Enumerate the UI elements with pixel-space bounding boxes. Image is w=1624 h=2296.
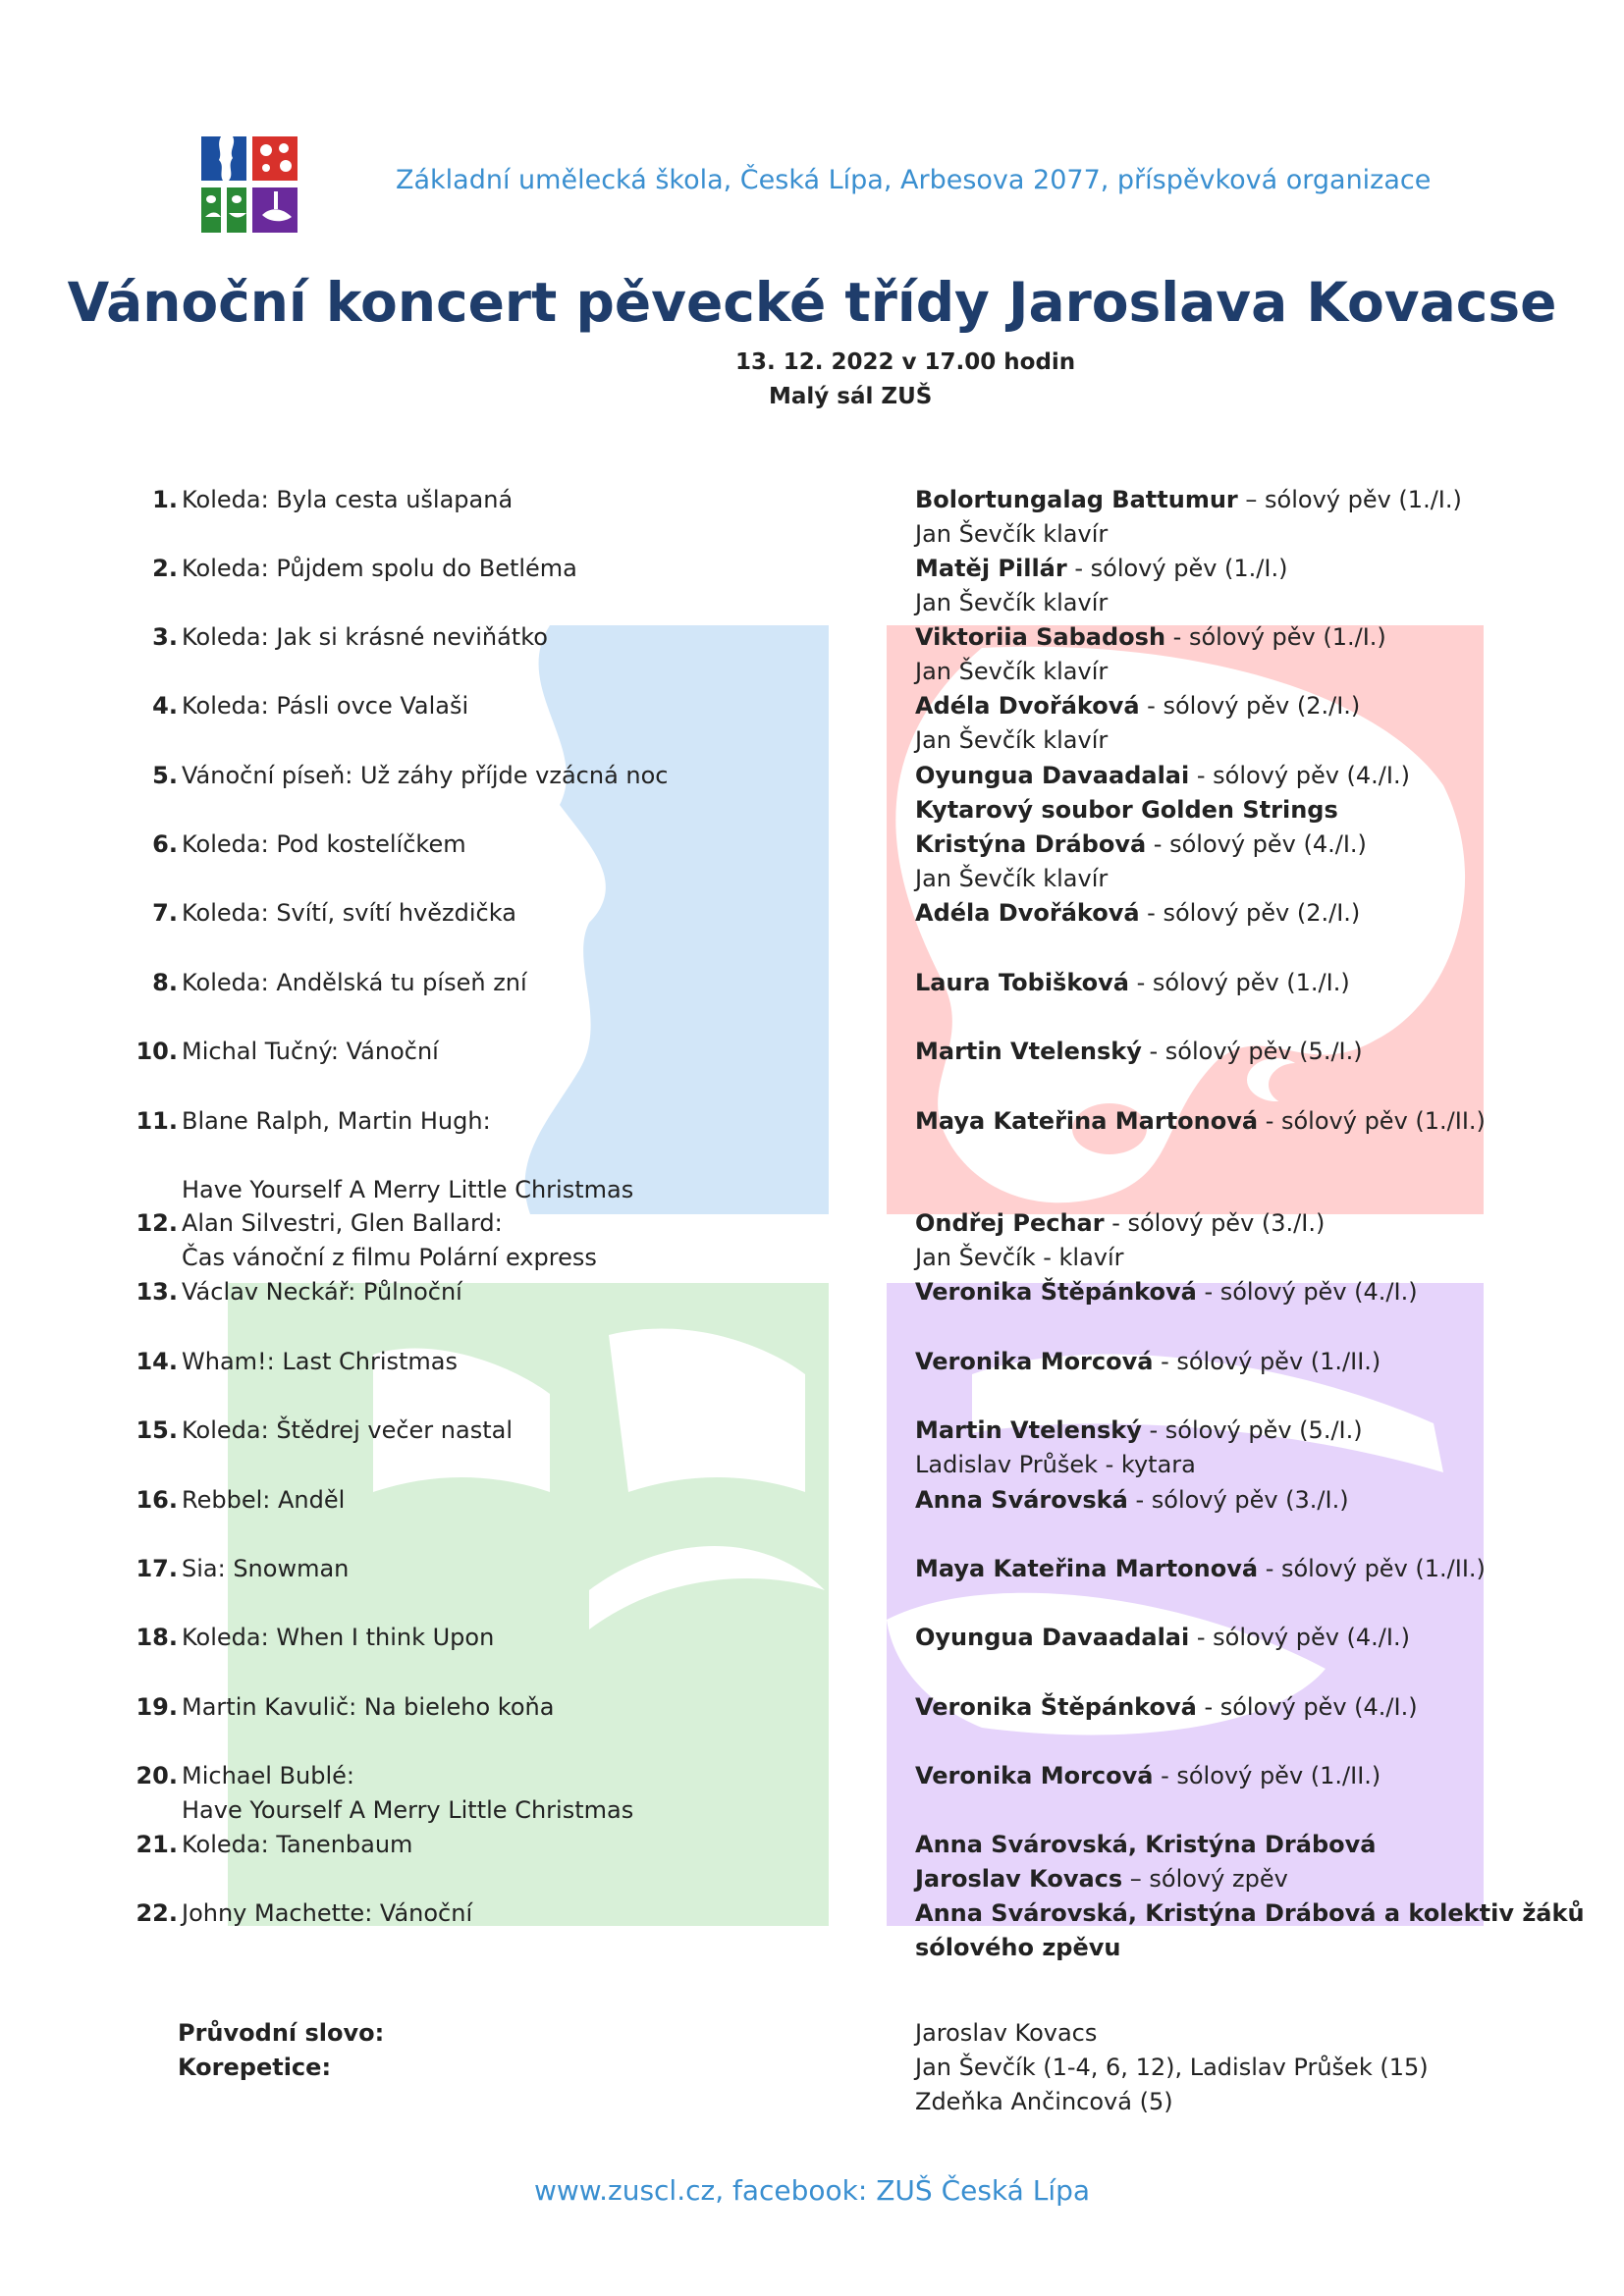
performer-role: - sólový pěv (4./I.) bbox=[1146, 830, 1367, 858]
program-item bbox=[135, 759, 669, 793]
performer-line bbox=[915, 1206, 1325, 1241]
performer-name: Kristýna Drábová bbox=[915, 830, 1147, 858]
program-item bbox=[135, 620, 548, 655]
performer-line bbox=[915, 1104, 1486, 1139]
program-item bbox=[135, 1793, 633, 1828]
accompaniment-value-2: Zdeňka Ančincová (5) bbox=[915, 2088, 1173, 2115]
performer-name: Maya Kateřina Martonová bbox=[915, 1555, 1259, 1582]
logo-blue-tile bbox=[201, 136, 246, 181]
program-item-title: Michael Bublé: bbox=[182, 1762, 354, 1789]
performer-role: Jan Ševčík klavír bbox=[915, 726, 1109, 754]
program-item-title: Martin Kavulič: Na bieleho koňa bbox=[182, 1693, 555, 1721]
performer-name: Veronika Štěpánková bbox=[915, 1693, 1197, 1721]
performer-line bbox=[915, 723, 1108, 758]
program-item-number: 7. bbox=[152, 899, 178, 927]
performer-role: - sólový pěv (5./I.) bbox=[1141, 1038, 1363, 1065]
program-item-title: Alan Silvestri, Glen Ballard: bbox=[182, 1209, 503, 1237]
program-item-title: Wham!: Last Christmas bbox=[182, 1348, 458, 1375]
school-logo bbox=[201, 136, 298, 233]
performer-name: Adéla Dvořáková bbox=[915, 692, 1140, 720]
performer-name: Veronika Morcová bbox=[915, 1348, 1154, 1375]
program-item bbox=[135, 966, 527, 1000]
program-item-number: 14. bbox=[135, 1348, 178, 1375]
performer-name: Ondřej Pechar bbox=[915, 1209, 1105, 1237]
performer-name: Anna Svárovská bbox=[915, 1486, 1128, 1514]
program-item bbox=[135, 689, 468, 723]
program-item-number: 21. bbox=[135, 1831, 178, 1858]
performer-line bbox=[915, 793, 1338, 828]
performer-name: Matěj Pillár bbox=[915, 555, 1067, 582]
program-item bbox=[135, 1552, 349, 1586]
performer-role: - sólový pěv (4./I.) bbox=[1196, 1278, 1418, 1306]
performer-line bbox=[915, 1552, 1486, 1586]
program-item-title: Čas vánoční z filmu Polární express bbox=[182, 1244, 597, 1271]
performer-line bbox=[915, 586, 1108, 620]
performer-role: - sólový pěv (1./I.) bbox=[1128, 969, 1350, 996]
performer-line bbox=[915, 1035, 1363, 1069]
performer-name: Viktoriia Sabadosh bbox=[915, 623, 1166, 651]
performer-line bbox=[915, 1759, 1380, 1793]
performer-line bbox=[915, 483, 1462, 517]
performer-name: sólového zpěvu bbox=[915, 1934, 1121, 1961]
host-label: Průvodní slovo: bbox=[178, 2019, 385, 2047]
program-item bbox=[135, 1035, 439, 1069]
performer-line bbox=[915, 759, 1410, 793]
performer-line bbox=[915, 1241, 1124, 1275]
program-item bbox=[135, 1241, 597, 1275]
program-item bbox=[135, 1828, 412, 1862]
program-item-number: 20. bbox=[135, 1762, 178, 1789]
program-item bbox=[135, 1173, 633, 1207]
program-item-number: 19. bbox=[135, 1693, 178, 1721]
performer-line bbox=[915, 828, 1367, 862]
performer-line bbox=[915, 1828, 1376, 1862]
concert-date: 13. 12. 2022 v 17.00 hodin bbox=[735, 349, 1076, 375]
performer-line bbox=[915, 1275, 1418, 1309]
performer-name: Anna Svárovská, Kristýna Drábová bbox=[915, 1831, 1377, 1858]
program-item bbox=[135, 1206, 503, 1241]
program-item bbox=[135, 896, 516, 931]
performer-role: - sólový pěv (1./II.) bbox=[1153, 1348, 1381, 1375]
performer-line bbox=[915, 1931, 1121, 1965]
performer-name: Veronika Štěpánková bbox=[915, 1278, 1197, 1306]
footer-links[interactable]: www.zuscl.cz, facebook: ZUŠ Česká Lípa bbox=[533, 2174, 1091, 2207]
program-item-number: 1. bbox=[152, 486, 178, 513]
program-item-title: Koleda: Pásli ovce Valaši bbox=[182, 692, 469, 720]
program-item-number: 2. bbox=[152, 555, 178, 582]
host-value: Jaroslav Kovacs bbox=[915, 2019, 1098, 2047]
program-item bbox=[135, 828, 466, 862]
performer-name: Anna Svárovská, Kristýna Drábová a kolektiv žáků bbox=[915, 1899, 1585, 1927]
program-item bbox=[135, 1621, 494, 1655]
program-item bbox=[135, 1483, 345, 1518]
program-item-number: 17. bbox=[135, 1555, 178, 1582]
performer-role: - sólový pěv (5./I.) bbox=[1141, 1416, 1363, 1444]
logo-green-tile bbox=[201, 187, 246, 233]
performer-line bbox=[915, 1414, 1363, 1448]
program-item-number: 12. bbox=[135, 1209, 178, 1237]
performer-line bbox=[915, 552, 1287, 586]
program-item-title: Koleda: Byla cesta ušlapaná bbox=[182, 486, 514, 513]
performer-name: Bolortungalag Battumur bbox=[915, 486, 1238, 513]
program-item bbox=[135, 1690, 554, 1725]
accompaniment-label: Korepetice: bbox=[178, 2054, 332, 2081]
program-item-title: Koleda: Tanenbaum bbox=[182, 1831, 413, 1858]
organization-name: Základní umělecká škola, Česká Lípa, Arbesova 2077, příspěvková organizace bbox=[396, 165, 1432, 195]
performer-line bbox=[915, 655, 1108, 689]
program-item bbox=[135, 1345, 458, 1379]
performer-line bbox=[915, 1690, 1418, 1725]
performer-name: Maya Kateřina Martonová bbox=[915, 1107, 1259, 1135]
performer-role: Jan Ševčík - klavír bbox=[915, 1244, 1124, 1271]
performer-name: Veronika Morcová bbox=[915, 1762, 1154, 1789]
performer-line bbox=[915, 896, 1360, 931]
program-item bbox=[135, 1414, 513, 1448]
performer-line bbox=[915, 862, 1108, 896]
performer-name: Kytarový soubor Golden Strings bbox=[915, 796, 1338, 824]
performer-name: Martin Vtelenský bbox=[915, 1416, 1142, 1444]
performer-name: Jaroslav Kovacs bbox=[915, 1865, 1123, 1893]
performer-line bbox=[915, 1862, 1288, 1896]
performer-name: Adéla Dvořáková bbox=[915, 899, 1140, 927]
program-item-number: 13. bbox=[135, 1278, 178, 1306]
program-item-number: 11. bbox=[135, 1107, 178, 1135]
program-item-number: 10. bbox=[135, 1038, 178, 1065]
program-item-title: Koleda: When I think Upon bbox=[182, 1624, 495, 1651]
performer-line bbox=[915, 1621, 1410, 1655]
program-item-title: Have Yourself A Merry Little Christmas bbox=[182, 1796, 634, 1824]
program-item-number: 18. bbox=[135, 1624, 178, 1651]
program-item-title: Václav Neckář: Půlnoční bbox=[182, 1278, 462, 1306]
performer-name: Martin Vtelenský bbox=[915, 1038, 1142, 1065]
performer-line bbox=[915, 1896, 1585, 1931]
program-item-number: 15. bbox=[135, 1416, 178, 1444]
performer-name: Laura Tobišková bbox=[915, 969, 1129, 996]
program-item-title: Sia: Snowman bbox=[182, 1555, 350, 1582]
performer-role: - sólový pěv (3./I.) bbox=[1104, 1209, 1326, 1237]
program-item-title: Koleda: Svítí, svítí hvězdička bbox=[182, 899, 516, 927]
performer-role: - sólový pěv (2./I.) bbox=[1139, 692, 1361, 720]
performer-line bbox=[915, 1448, 1196, 1482]
performer-role: - sólový pěv (4./I.) bbox=[1189, 1624, 1410, 1651]
performer-role: - sólový pěv (1./I.) bbox=[1165, 623, 1386, 651]
program-item-number: 3. bbox=[152, 623, 178, 651]
program-item-title: Michal Tučný: Vánoční bbox=[182, 1038, 439, 1065]
program-item-title: Vánoční píseň: Už záhy příjde vzácná noc bbox=[182, 762, 669, 789]
program-item-title: Koleda: Jak si krásné neviňátko bbox=[182, 623, 548, 651]
program-item bbox=[135, 1896, 472, 1931]
page-title: Vánoční koncert pěvecké třídy Jaroslava Kovacse bbox=[67, 271, 1557, 334]
performer-role: - sólový pěv (2./I.) bbox=[1139, 899, 1361, 927]
performer-name: Oyungua Davaadalai bbox=[915, 1624, 1190, 1651]
performer-line bbox=[915, 517, 1108, 552]
performer-role: - sólový pěv (1./II.) bbox=[1258, 1555, 1486, 1582]
program-item-title: Have Yourself A Merry Little Christmas bbox=[182, 1176, 634, 1203]
program-item-title: Koleda: Půjdem spolu do Betléma bbox=[182, 555, 577, 582]
performer-line bbox=[915, 689, 1360, 723]
program-item bbox=[135, 483, 513, 517]
program-item-title: Koleda: Andělská tu píseň zní bbox=[182, 969, 527, 996]
accompaniment-value: Jan Ševčík (1-4, 6, 12), Ladislav Průšek (15) bbox=[915, 2054, 1429, 2081]
performer-role: - sólový pěv (1./II.) bbox=[1258, 1107, 1486, 1135]
performer-role: - sólový pěv (1./I.) bbox=[1066, 555, 1288, 582]
program-item-number: 22. bbox=[135, 1899, 178, 1927]
performer-line bbox=[915, 1345, 1380, 1379]
program-item-title: Blane Ralph, Martin Hugh: bbox=[182, 1107, 491, 1135]
program-item bbox=[135, 1104, 491, 1139]
performer-role: - sólový pěv (4./I.) bbox=[1196, 1693, 1418, 1721]
performer-role: Ladislav Průšek - kytara bbox=[915, 1451, 1196, 1478]
performer-role: - sólový pěv (3./I.) bbox=[1127, 1486, 1349, 1514]
program-item-number: 8. bbox=[152, 969, 178, 996]
performer-role: Jan Ševčík klavír bbox=[915, 589, 1109, 616]
program-item-number: 4. bbox=[152, 692, 178, 720]
performer-role: - sólový pěv (1./II.) bbox=[1153, 1762, 1381, 1789]
logo-red-tile bbox=[252, 136, 298, 181]
performer-line bbox=[915, 620, 1386, 655]
performer-role: Jan Ševčík klavír bbox=[915, 865, 1109, 892]
program-item-number: 6. bbox=[152, 830, 178, 858]
program-item bbox=[135, 1759, 354, 1793]
performer-role: – sólový zpěv bbox=[1122, 1865, 1288, 1893]
program-item-number: 16. bbox=[135, 1486, 178, 1514]
performer-role: Jan Ševčík klavír bbox=[915, 520, 1109, 548]
performer-role: - sólový pěv (4./I.) bbox=[1189, 762, 1410, 789]
performer-line bbox=[915, 966, 1350, 1000]
concert-venue: Malý sál ZUŠ bbox=[769, 384, 933, 409]
program-item bbox=[135, 552, 577, 586]
performer-line bbox=[915, 1483, 1349, 1518]
performer-name: Oyungua Davaadalai bbox=[915, 762, 1190, 789]
program-item bbox=[135, 1275, 462, 1309]
program-item-number: 5. bbox=[152, 762, 178, 789]
program-item-title: Rebbel: Anděl bbox=[182, 1486, 346, 1514]
performer-role: – sólový pěv (1./I.) bbox=[1237, 486, 1462, 513]
program-item-title: Koleda: Pod kostelíčkem bbox=[182, 830, 466, 858]
program-item-title: Johny Machette: Vánoční bbox=[182, 1899, 473, 1927]
program-item-title: Koleda: Štědrej večer nastal bbox=[182, 1416, 513, 1444]
performer-role: Jan Ševčík klavír bbox=[915, 658, 1109, 685]
